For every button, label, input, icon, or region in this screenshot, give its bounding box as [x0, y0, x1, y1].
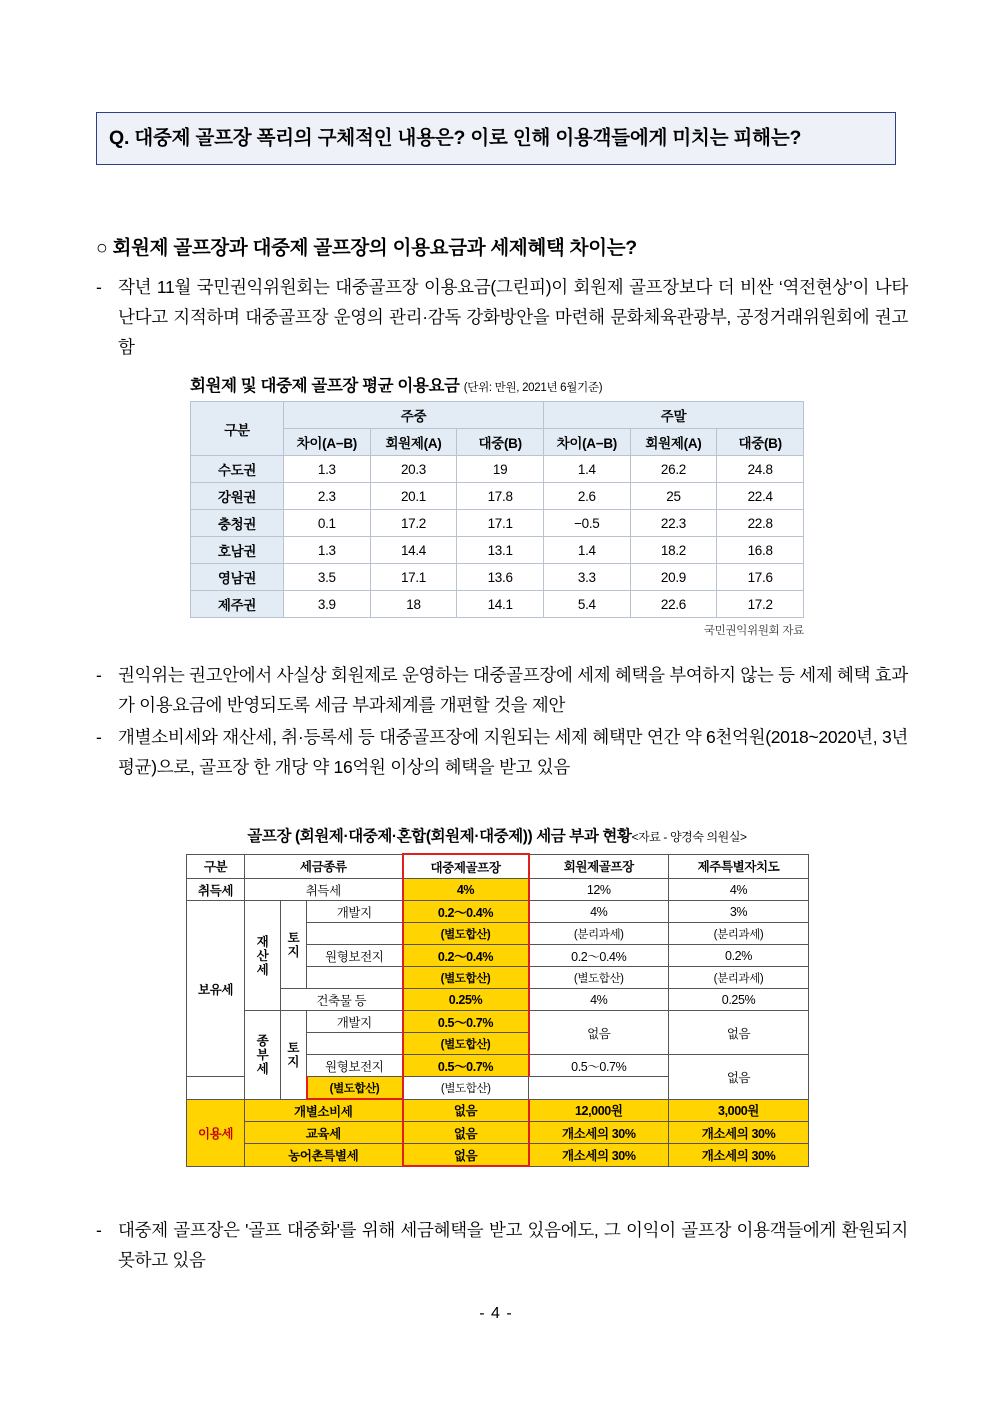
table1-row1-col4: 25	[630, 483, 717, 510]
table2-row5-hoewon-b: (별도합산)	[403, 1077, 529, 1100]
table1-subheader-0: 차이(A−B)	[284, 429, 371, 456]
table2-row1-taxname: 개발지	[307, 901, 403, 923]
table2-row0-taxname: 취득세	[245, 879, 403, 901]
table1-row3-col4: 18.2	[630, 537, 717, 564]
table2-row4-daejung-a: 0.5～0.7%	[403, 1011, 529, 1033]
table2-row3-daejung: 0.25%	[403, 989, 529, 1011]
table1-row4-col0: 3.5	[284, 564, 371, 591]
table1-row4-col3: 3.3	[543, 564, 630, 591]
table2-row5-taxname-cont	[187, 1077, 245, 1100]
table1-group-header-row	[191, 402, 804, 429]
table1	[190, 401, 804, 618]
table1-row0-col4: 26.2	[630, 456, 717, 483]
table2-usage2-hoewon: 개소세의 30%	[529, 1144, 669, 1167]
table1-row0-col3: 1.4	[543, 456, 630, 483]
table2-usage1-daejung: 없음	[403, 1122, 529, 1144]
table-row	[187, 1099, 809, 1122]
table-row	[191, 537, 804, 564]
table2-row5-hoewon-a: 0.5～0.7%	[529, 1055, 669, 1077]
table2	[186, 853, 809, 1167]
table2-row2-hoewon-a: 0.2～0.4%	[529, 945, 669, 967]
question-box: Q. 대중제 골프장 폭리의 구체적인 내용은? 이로 인해 이용객들에게 미치는 피해는?	[96, 112, 896, 165]
paragraph-1	[96, 272, 908, 362]
bullet-dash: -	[96, 277, 102, 297]
table1-subheader-1: 회원제(A)	[370, 429, 457, 456]
table1-row5-col5: 17.2	[717, 591, 804, 618]
table1-row5-col0: 3.9	[284, 591, 371, 618]
table2-row0-hoewon: 12%	[529, 879, 669, 901]
table2-row2-taxname-cont	[307, 967, 403, 989]
table1-row3-col1: 14.4	[370, 537, 457, 564]
table-average-green-fee	[190, 372, 804, 638]
table2-group-boyu: 보유세	[187, 901, 245, 1077]
table-row	[187, 879, 809, 901]
table2-header-row	[187, 854, 809, 879]
table1-row4-region: 영남권	[191, 564, 284, 591]
table1-source: 국민권익위원회 자료	[703, 625, 804, 637]
table-row	[187, 901, 809, 923]
table1-row0-col5: 24.8	[717, 456, 804, 483]
table2-usage0-jeju: 3,000원	[669, 1099, 809, 1122]
table1-row5-col4: 22.6	[630, 591, 717, 618]
table1-row5-col2: 14.1	[457, 591, 544, 618]
table1-title-text: 회원제 및 대중제 골프장 평균 이용요금	[190, 377, 460, 395]
table-row	[187, 1144, 809, 1167]
table2-group-toji-2: 토 지	[281, 1011, 307, 1100]
table-row	[187, 1011, 809, 1033]
table1-subheader-5: 대중(B)	[717, 429, 804, 456]
table1-row5-col3: 5.4	[543, 591, 630, 618]
table2-usage2-jeju: 개소세의 30%	[669, 1144, 809, 1167]
table2-row3-jeju: 0.25%	[669, 989, 809, 1011]
table2-row4-taxname: 개발지	[307, 1011, 403, 1033]
table2-title	[186, 824, 808, 846]
table-row	[191, 591, 804, 618]
table2-row1-jeju-b: (분리과세)	[669, 923, 809, 945]
table1-subheader-4: 회원제(A)	[630, 429, 717, 456]
paragraph-1-text: 작년 11월 국민권익위원회는 대중골프장 이용요금(그린피)이 회원제 골프장보다 더 비싼 ‘역전현상’이 나타난다고 지적하며 대중골프장 운영의 관리·감독 강화방안을 마련해 문화체육관광부, 공정거래위원회에 권고함	[118, 277, 908, 357]
table2-row3-taxname: 건축물 등	[281, 989, 403, 1011]
paragraph-4	[96, 1215, 908, 1275]
table2-row0-jeju: 4%	[669, 879, 809, 901]
table2-group-jongbu: 종 부 세	[245, 1011, 281, 1100]
table2-usage2-name: 농어촌특별세	[245, 1144, 403, 1167]
table2-group-iyongse: 이용세	[187, 1099, 245, 1166]
table2-row2-jeju-a: 0.2%	[669, 945, 809, 967]
table2-row1-jeju-a: 3%	[669, 901, 809, 923]
table2-row5-daejung-b: (별도합산)	[307, 1077, 403, 1100]
table2-row4-jeju: 없음	[669, 1011, 809, 1055]
table2-usage1-name: 교육세	[245, 1122, 403, 1144]
table1-row3-col2: 13.1	[457, 537, 544, 564]
table1-row0-col1: 20.3	[370, 456, 457, 483]
table1-row4-col4: 20.9	[630, 564, 717, 591]
table2-usage0-daejung: 없음	[403, 1099, 529, 1122]
table-row	[187, 989, 809, 1011]
paragraph-3-text: 개별소비세와 재산세, 취·등록세 등 대중골프장에 지원되는 세제 혜택만 연간 약 6천억원(2018~2020년, 3년 평균)으로, 골프장 한 개당 약 16억원 이상의 혜택을 받고 있음	[118, 727, 908, 777]
table2-row3-hoewon: 4%	[529, 989, 669, 1011]
table1-subheader-3: 차이(A−B)	[543, 429, 630, 456]
table2-row5-taxname: 원형보전지	[307, 1055, 403, 1077]
table2-row2-jeju-b: (분리과세)	[669, 967, 809, 989]
table-golf-course-tax	[186, 824, 808, 1167]
table2-row2-hoewon-b: (별도합산)	[529, 967, 669, 989]
table1-row1-col2: 17.8	[457, 483, 544, 510]
table1-title	[190, 372, 804, 396]
table1-row4-col5: 17.6	[717, 564, 804, 591]
table-row	[191, 456, 804, 483]
table1-row5-region: 제주권	[191, 591, 284, 618]
table-row	[191, 483, 804, 510]
table2-row0-gubun: 취득세	[187, 879, 245, 901]
table1-header-weekday: 주중	[284, 402, 544, 429]
bullet-dash: -	[96, 727, 102, 747]
table2-row1-daejung-a: 0.2～0.4%	[403, 901, 529, 923]
bullet-dash: -	[96, 1220, 102, 1240]
table2-header-gubun: 구분	[187, 854, 245, 879]
paragraph-2-text: 권익위는 권고안에서 사실상 회원제로 운영하는 대중골프장에 세제 혜택을 부여하지 않는 등 세제 혜택 효과가 이용요금에 반영되도록 세금 부과체계를 개편할 것을 제안	[118, 665, 908, 715]
table1-row4-col1: 17.1	[370, 564, 457, 591]
table2-usage0-hoewon: 12,000원	[529, 1099, 669, 1122]
table2-source: <자료 - 양경숙 의원실>	[631, 830, 747, 844]
table2-usage0-name: 개별소비세	[245, 1099, 403, 1122]
paragraph-3	[96, 722, 908, 782]
table2-header-jeju: 제주특별자치도	[669, 854, 809, 879]
table2-row2-taxname: 원형보전지	[307, 945, 403, 967]
table2-header-member-course: 회원제골프장	[529, 854, 669, 879]
table1-row2-col3: −0.5	[543, 510, 630, 537]
table2-header-public-course: 대중제골프장	[403, 854, 529, 879]
table2-title-text: 골프장 (회원제·대중제·혼합(회원제·대중제)) 세금 부과 현황	[247, 828, 632, 845]
section-heading: ○ 회원제 골프장과 대중제 골프장의 이용요금과 세제혜택 차이는?	[96, 237, 637, 259]
table1-row0-region: 수도권	[191, 456, 284, 483]
table1-row1-col3: 2.6	[543, 483, 630, 510]
table1-subheader-2: 대중(B)	[457, 429, 544, 456]
table1-row2-col4: 22.3	[630, 510, 717, 537]
table-row	[191, 510, 804, 537]
table1-row2-col0: 0.1	[284, 510, 371, 537]
table1-row2-region: 충청권	[191, 510, 284, 537]
table2-row1-daejung-b: (별도합산)	[403, 923, 529, 945]
table1-row3-col5: 16.8	[717, 537, 804, 564]
table2-row1-taxname-cont	[307, 923, 403, 945]
table2-row2-daejung-a: 0.2～0.4%	[403, 945, 529, 967]
table1-row1-region: 강원권	[191, 483, 284, 510]
table2-row1-hoewon-b: (분리과세)	[529, 923, 669, 945]
table2-row0-daejung: 4%	[403, 879, 529, 901]
table2-group-jaesan: 재 산 세	[245, 901, 281, 1011]
table2-row2-daejung-b: (별도합산)	[403, 967, 529, 989]
page-number: - 4 -	[479, 1305, 513, 1322]
table2-row5-jeju: 없음	[669, 1055, 809, 1100]
table1-row4-col2: 13.6	[457, 564, 544, 591]
table1-row3-region: 호남권	[191, 537, 284, 564]
table2-usage1-jeju: 개소세의 30%	[669, 1122, 809, 1144]
table2-row4-daejung-b: (별도합산)	[403, 1033, 529, 1055]
table-row	[191, 564, 804, 591]
table1-unit: (단위: 만원, 2021년 6월기준)	[463, 382, 603, 394]
table1-header-gubun: 구분	[191, 402, 284, 456]
table1-row2-col2: 17.1	[457, 510, 544, 537]
table2-group-toji-1: 토 지	[281, 901, 307, 989]
table2-row5-daejung-a: 0.5～0.7%	[403, 1055, 529, 1077]
table1-row3-col0: 1.3	[284, 537, 371, 564]
table2-usage2-daejung: 없음	[403, 1144, 529, 1167]
bullet-dash: -	[96, 665, 102, 685]
table1-row0-col2: 19	[457, 456, 544, 483]
table-row	[187, 1122, 809, 1144]
table2-row4-hoewon: 없음	[529, 1011, 669, 1055]
table2-row4-taxname-cont	[307, 1033, 403, 1055]
table2-row1-hoewon-a: 4%	[529, 901, 669, 923]
table1-row1-col0: 2.3	[284, 483, 371, 510]
paragraph-2	[96, 660, 908, 720]
table1-row1-col1: 20.1	[370, 483, 457, 510]
table1-row2-col5: 22.8	[717, 510, 804, 537]
table2-usage1-hoewon: 개소세의 30%	[529, 1122, 669, 1144]
paragraph-4-text: 대중제 골프장은 '골프 대중화'를 위해 세금혜택을 받고 있음에도, 그 이익이 골프장 이용객들에게 환원되지 못하고 있음	[118, 1220, 908, 1270]
table1-row0-col0: 1.3	[284, 456, 371, 483]
table1-row1-col5: 22.4	[717, 483, 804, 510]
table2-header-taxtype: 세금종류	[245, 854, 403, 879]
table1-header-weekend: 주말	[543, 402, 803, 429]
table1-row2-col1: 17.2	[370, 510, 457, 537]
table1-row5-col1: 18	[370, 591, 457, 618]
table1-row3-col3: 1.4	[543, 537, 630, 564]
